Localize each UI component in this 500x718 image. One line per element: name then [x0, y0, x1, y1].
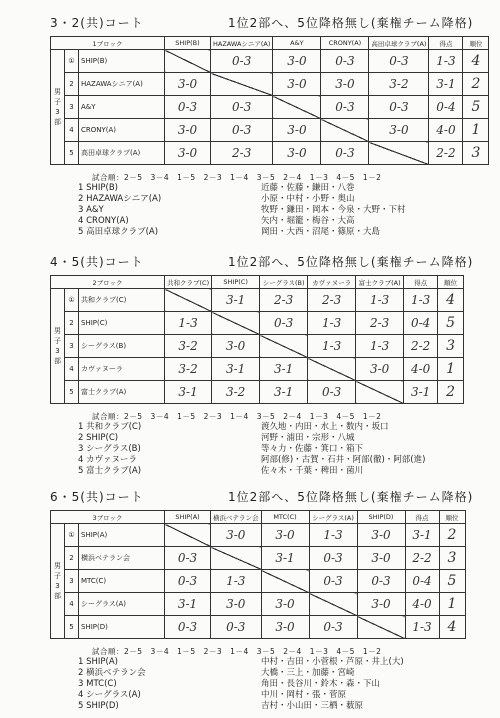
table-header-row [51, 37, 489, 50]
match-score: 0-3 [321, 96, 369, 119]
diagonal-cell [369, 142, 429, 165]
match-score: 0-3 [321, 142, 369, 165]
team-number: 3 [65, 335, 79, 358]
match-score: 3-0 [357, 524, 405, 547]
member-team: 4 カヴァヌーラ [78, 455, 138, 465]
member-team: 1 SHIP(B) [78, 183, 118, 193]
member-team: 5 富士クラブ(A) [78, 466, 142, 476]
member-team: 2 SHIP(C) [78, 433, 119, 443]
court-title: 6・5(共)コート [50, 490, 144, 504]
diagonal-cell [357, 616, 405, 639]
match-score: 0-3 [165, 96, 211, 119]
header-team: シーグラス(A) [309, 511, 357, 524]
match-score: 3-1 [261, 547, 309, 570]
match-score: 1-3 [356, 289, 404, 312]
court-title: 3・2(共)コート [50, 16, 144, 30]
match-score: 3-0 [356, 358, 404, 381]
member-names: 等々力・佐藤・箕口・箱下 [261, 444, 364, 454]
team-number: ① [65, 289, 79, 312]
diagonal-cell [212, 312, 260, 335]
points-header: 得点 [404, 276, 438, 289]
table-row [51, 524, 466, 547]
member-team: 4 シーグラス(A) [78, 690, 141, 700]
match-score: 3-0 [273, 119, 321, 142]
team-name: MTC(C) [79, 570, 165, 593]
promotion-rule: 1位2部へ、5位降格無し(棄権チーム降格) [228, 490, 474, 504]
league-section [0, 14, 500, 244]
points-cell: 0-4 [405, 570, 439, 593]
league-section [0, 253, 500, 483]
match-score: 3-1 [260, 381, 308, 404]
header-team: 富士クラブ(A) [356, 276, 404, 289]
points-cell: 2-2 [405, 547, 439, 570]
promotion-rule: 1位2部へ、5位降格無し(棄権チーム降格) [228, 16, 474, 30]
header-team: A&Y [273, 37, 321, 50]
points-cell: 3-1 [429, 73, 463, 96]
team-name: SHIP(D) [79, 616, 165, 639]
team-name: 高田卓球クラブ(A) [79, 142, 165, 165]
team-name: SHIP(A) [79, 524, 165, 547]
member-team: 3 シーグラス(B) [78, 444, 141, 454]
table-row [51, 570, 466, 593]
match-score: 0-3 [165, 616, 211, 639]
header-team: SHIP(A) [165, 511, 211, 524]
table-row [51, 381, 464, 404]
points-cell: 2-2 [429, 142, 463, 165]
rank-cell: 3 [438, 335, 464, 358]
points-header: 得点 [429, 37, 463, 50]
match-order: 試合順：2－5 3－4 1－5 2－3 1－4 3－5 2－4 1－3 4－5 1－2 [92, 173, 382, 182]
team-name: SHIP(B) [79, 50, 165, 73]
promotion-rule: 1位2部へ、5位降格無し(棄権チーム降格) [228, 255, 474, 269]
match-score: 1-3 [165, 312, 212, 335]
diagonal-cell [261, 570, 309, 593]
header-team: SHIP(D) [357, 511, 405, 524]
match-score: 0-3 [369, 96, 429, 119]
match-score: 0-3 [309, 616, 357, 639]
team-name: カヴァヌーラ [79, 358, 165, 381]
team-number: 3 [65, 96, 79, 119]
table-row [51, 96, 489, 119]
member-names: 近藤・佐藤・鎌田・八巻 [261, 183, 355, 193]
table-header-row [51, 276, 464, 289]
header-team: SHIP(B) [165, 37, 211, 50]
match-score: 2-3 [308, 289, 356, 312]
match-score: 2-3 [260, 289, 308, 312]
member-team: 3 A&Y [78, 205, 104, 215]
division-label: 男子 3部 [51, 289, 65, 404]
team-number: ① [65, 524, 79, 547]
member-team: 1 SHIP(A) [78, 657, 118, 667]
block-label: 3ブロック [51, 511, 165, 524]
header-team: 共和クラブ(C) [165, 276, 212, 289]
member-team: 1 共和クラブ(C) [78, 422, 142, 432]
team-name: CRONY(A) [79, 119, 165, 142]
table-row [51, 335, 464, 358]
match-score: 0-3 [211, 119, 273, 142]
header-team: シーグラス(B) [260, 276, 308, 289]
team-number: 4 [65, 358, 79, 381]
diagonal-cell [211, 547, 262, 570]
match-score: 3-0 [369, 119, 429, 142]
team-name: 富士クラブ(A) [79, 381, 165, 404]
rank-cell: 3 [439, 547, 465, 570]
points-header: 得点 [405, 511, 439, 524]
table-header-row [51, 511, 466, 524]
points-cell: 1-3 [429, 50, 463, 73]
member-team: 2 HAZAWAシニア(A) [78, 194, 162, 204]
team-number: 4 [65, 593, 79, 616]
match-score: 3-0 [211, 593, 262, 616]
member-names: 中川・岡村・張・菅原 [261, 690, 347, 700]
table-row [51, 50, 489, 73]
rank-cell: 5 [439, 570, 465, 593]
header-team: HAZAWAシニア(A) [211, 37, 273, 50]
match-score: 3-0 [273, 73, 321, 96]
division-label: 男子 3部 [51, 524, 65, 639]
rank-cell: 5 [438, 312, 464, 335]
match-score: 1-3 [309, 524, 357, 547]
match-score: 2-3 [211, 142, 273, 165]
match-score: 0-3 [309, 547, 357, 570]
header-team: 横浜ベテラン会 [211, 511, 262, 524]
match-score: 0-3 [309, 570, 357, 593]
diagonal-cell [321, 119, 369, 142]
match-score: 3-2 [165, 358, 212, 381]
match-score: 0-3 [165, 547, 211, 570]
member-team: 5 SHIP(D) [78, 701, 119, 711]
match-score: 3-0 [321, 73, 369, 96]
match-score: 3-0 [357, 593, 405, 616]
header-team: 高田卓球クラブ(A) [369, 37, 429, 50]
member-team: 3 MTC(C) [78, 679, 117, 689]
table-row [51, 358, 464, 381]
match-score: 3-2 [165, 335, 212, 358]
member-names: 角田・長谷川・鈴木・森・下山 [261, 679, 381, 689]
match-score: 3-1 [260, 358, 308, 381]
results-table [50, 36, 489, 165]
match-score: 1-3 [308, 312, 356, 335]
match-score: 0-3 [211, 96, 273, 119]
team-number: 2 [65, 547, 79, 570]
match-score: 0-3 [165, 570, 211, 593]
points-cell: 1-3 [405, 616, 439, 639]
member-names: 渡久地・内田・水上・数内・坂口 [261, 422, 389, 432]
member-team: 4 CRONY(A) [78, 216, 129, 226]
match-score: 2-3 [356, 312, 404, 335]
match-score: 3-2 [212, 381, 260, 404]
rank-cell: 1 [463, 119, 489, 142]
diagonal-cell [211, 73, 273, 96]
member-names: 小原・中村・小野・奥山 [261, 194, 355, 204]
team-name: 横浜ベテラン会 [79, 547, 165, 570]
rank-cell: 5 [463, 96, 489, 119]
team-name: HAZAWAシニア(A) [79, 73, 165, 96]
match-score: 3-2 [369, 73, 429, 96]
match-score: 3-0 [261, 524, 309, 547]
member-team: 5 高田卓球クラブ(A) [78, 227, 159, 237]
diagonal-cell [308, 358, 356, 381]
diagonal-cell [165, 524, 211, 547]
match-score: 0-3 [321, 50, 369, 73]
points-cell: 4-0 [404, 358, 438, 381]
table-row [51, 73, 489, 96]
team-number: 2 [65, 312, 79, 335]
match-score: 0-3 [211, 616, 262, 639]
rank-cell: 2 [439, 524, 465, 547]
rank-cell: 1 [439, 593, 465, 616]
diagonal-cell [309, 593, 357, 616]
match-score: 3-1 [212, 358, 260, 381]
match-score: 0-3 [211, 50, 273, 73]
header-team: MTC(C) [261, 511, 309, 524]
rank-cell: 4 [439, 616, 465, 639]
points-cell: 3-1 [404, 381, 438, 404]
team-name: SHIP(C) [79, 312, 165, 335]
table-row [51, 142, 489, 165]
header-team: SHIP(C) [212, 276, 260, 289]
match-score: 3-0 [273, 50, 321, 73]
diagonal-cell [260, 335, 308, 358]
match-score: 3-1 [165, 593, 211, 616]
section-header [50, 14, 490, 32]
table-row [51, 312, 464, 335]
court-title: 4・5(共)コート [50, 255, 144, 269]
match-score: 0-3 [308, 381, 356, 404]
member-names: 河野・浦田・宗形・八城 [261, 433, 355, 443]
division-label: 男子 3部 [51, 50, 65, 165]
rank-header: 順位 [463, 37, 489, 50]
match-score: 3-0 [165, 119, 211, 142]
team-name: A&Y [79, 96, 165, 119]
match-score: 0-3 [357, 570, 405, 593]
match-score: 3-0 [261, 616, 309, 639]
table-row [51, 119, 489, 142]
league-section [0, 488, 500, 718]
match-score: 3-1 [212, 289, 260, 312]
team-number: ① [65, 50, 79, 73]
match-score: 3-0 [211, 524, 262, 547]
member-names: 牧野・鎌田・岡本・今泉・大野・下村 [261, 205, 406, 215]
table-row [51, 593, 466, 616]
member-names: 中村・吉田・小菅根・芦原・井上(大) [261, 657, 404, 667]
rank-header: 順位 [439, 511, 465, 524]
team-name: シーグラス(A) [79, 593, 165, 616]
match-score: 1-3 [356, 335, 404, 358]
table-row [51, 547, 466, 570]
points-cell: 2-2 [404, 335, 438, 358]
points-cell: 4-0 [405, 593, 439, 616]
member-names: 矢内・堀籠・梅谷・大高 [261, 216, 355, 226]
block-label: 2ブロック [51, 276, 165, 289]
match-score: 3-0 [273, 142, 321, 165]
member-names: 吉村・小山田・三栖・薮原 [261, 701, 364, 711]
points-cell: 1-3 [404, 289, 438, 312]
header-team: カヴァヌーラ [308, 276, 356, 289]
diagonal-cell [165, 289, 212, 312]
match-score: 3-0 [357, 547, 405, 570]
rank-header: 順位 [438, 276, 464, 289]
rank-cell: 4 [463, 50, 489, 73]
results-table [50, 275, 464, 404]
match-score: 3-0 [165, 142, 211, 165]
team-number: 4 [65, 119, 79, 142]
match-score: 3-0 [165, 73, 211, 96]
match-score: 3-0 [261, 593, 309, 616]
results-table [50, 510, 466, 639]
team-number: 5 [65, 616, 79, 639]
team-number: 3 [65, 570, 79, 593]
rank-cell: 2 [438, 381, 464, 404]
table-row [51, 289, 464, 312]
member-names: 大橋・三上・加藤・宮崎 [261, 668, 355, 678]
member-names: 阿部(修)・古賀・石井・阿部(徹)・阿部(進) [261, 455, 426, 465]
diagonal-cell [273, 96, 321, 119]
match-score: 0-3 [369, 50, 429, 73]
header-team: CRONY(A) [321, 37, 369, 50]
points-cell: 0-4 [404, 312, 438, 335]
match-order: 試合順：2－5 3－4 1－5 2－3 1－4 3－5 2－4 1－3 4－5 1－2 [92, 647, 382, 656]
section-header [50, 488, 490, 506]
rank-cell: 1 [438, 358, 464, 381]
table-row [51, 616, 466, 639]
member-team: 2 横浜ベテラン会 [78, 668, 146, 678]
diagonal-cell [356, 381, 404, 404]
points-cell: 3-1 [405, 524, 439, 547]
member-names: 岡田・大西・沼尾・篠原・大島 [261, 227, 381, 237]
match-score: 3-0 [212, 335, 260, 358]
match-order: 試合順：2－5 3－4 1－5 2－3 1－4 3－5 2－4 1－3 4－5 1－2 [92, 412, 382, 421]
team-name: シーグラス(B) [79, 335, 165, 358]
section-header [50, 253, 490, 271]
rank-cell: 2 [463, 73, 489, 96]
team-number: 5 [65, 142, 79, 165]
points-cell: 4-0 [429, 119, 463, 142]
block-label: 1ブロック [51, 37, 165, 50]
member-names: 佐々木・千葉・稗田・菌川 [261, 466, 364, 476]
rank-cell: 4 [438, 289, 464, 312]
points-cell: 0-4 [429, 96, 463, 119]
diagonal-cell [165, 50, 211, 73]
rank-cell: 3 [463, 142, 489, 165]
team-name: 共和クラブ(C) [79, 289, 165, 312]
team-number: 5 [65, 381, 79, 404]
match-score: 0-3 [260, 312, 308, 335]
team-number: 2 [65, 73, 79, 96]
match-score: 1-3 [211, 570, 262, 593]
match-score: 3-1 [165, 381, 212, 404]
match-score: 1-3 [308, 335, 356, 358]
